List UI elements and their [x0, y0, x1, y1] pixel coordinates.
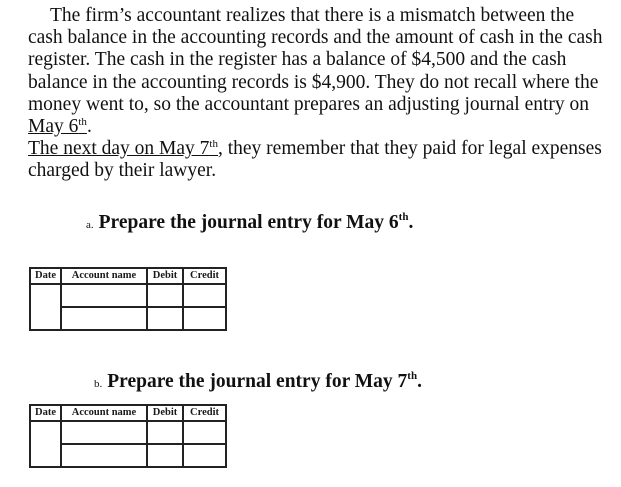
problem-text-part2-rest: , they remember that they paid for legal expenses charged by their lawyer.: [28, 138, 602, 182]
account-cell[interactable]: [61, 307, 147, 330]
question-a-text: Prepare the journal entry for May 6: [98, 212, 399, 233]
question-b: b. Prepare the journal entry for May 7th.: [94, 370, 422, 392]
journal-table-b-header: [30, 405, 226, 421]
problem-paragraph: [28, 5, 608, 183]
problem-text-part2-lead: The next day on May 7th: [28, 138, 218, 160]
question-a: a. Prepare the journal entry for May 6th.: [86, 211, 414, 233]
account-cell[interactable]: [61, 284, 147, 307]
debit-cell[interactable]: [147, 284, 183, 307]
table-row: [30, 421, 226, 444]
journal-table-b: [29, 404, 227, 468]
date-cell[interactable]: [30, 284, 61, 330]
header-credit: Credit: [183, 268, 226, 284]
header-credit: Credit: [183, 405, 226, 421]
credit-cell[interactable]: [183, 284, 226, 307]
debit-cell[interactable]: [147, 421, 183, 444]
credit-cell[interactable]: [183, 307, 226, 330]
journal-table-a: [29, 267, 227, 331]
debit-cell[interactable]: [147, 307, 183, 330]
credit-cell[interactable]: [183, 444, 226, 467]
debit-cell[interactable]: [147, 444, 183, 467]
header-account-name: Account name: [61, 405, 147, 421]
header-account-name: Account name: [61, 268, 147, 284]
question-b-sup: th: [407, 370, 418, 382]
question-b-letter: b.: [94, 378, 103, 390]
table-row: [30, 284, 226, 307]
header-debit: Debit: [147, 268, 183, 284]
may6-date: May 6th: [28, 116, 87, 138]
question-a-letter: a.: [86, 219, 94, 231]
account-cell[interactable]: [61, 421, 147, 444]
header-date: Date: [30, 405, 61, 421]
credit-cell[interactable]: [183, 421, 226, 444]
problem-text-part1: The firm’s accountant realizes that there is a mismatch between the cash balance in the accounting records and the amount of cash in the cash register. The cash in the register has a balance of $4,500 and the cash balance in the accounting records is $4,900. They do not recall where the money went to, so the accountant prepares an adjusting journal entry on: [28, 5, 603, 115]
account-cell[interactable]: [61, 444, 147, 467]
date-cell[interactable]: [30, 421, 61, 467]
header-debit: Debit: [147, 405, 183, 421]
question-b-text: Prepare the journal entry for May 7: [107, 371, 408, 392]
question-a-sup: th: [398, 211, 409, 223]
period: .: [86, 116, 92, 138]
header-date: Date: [30, 268, 61, 284]
journal-table-a-header: [30, 268, 226, 284]
